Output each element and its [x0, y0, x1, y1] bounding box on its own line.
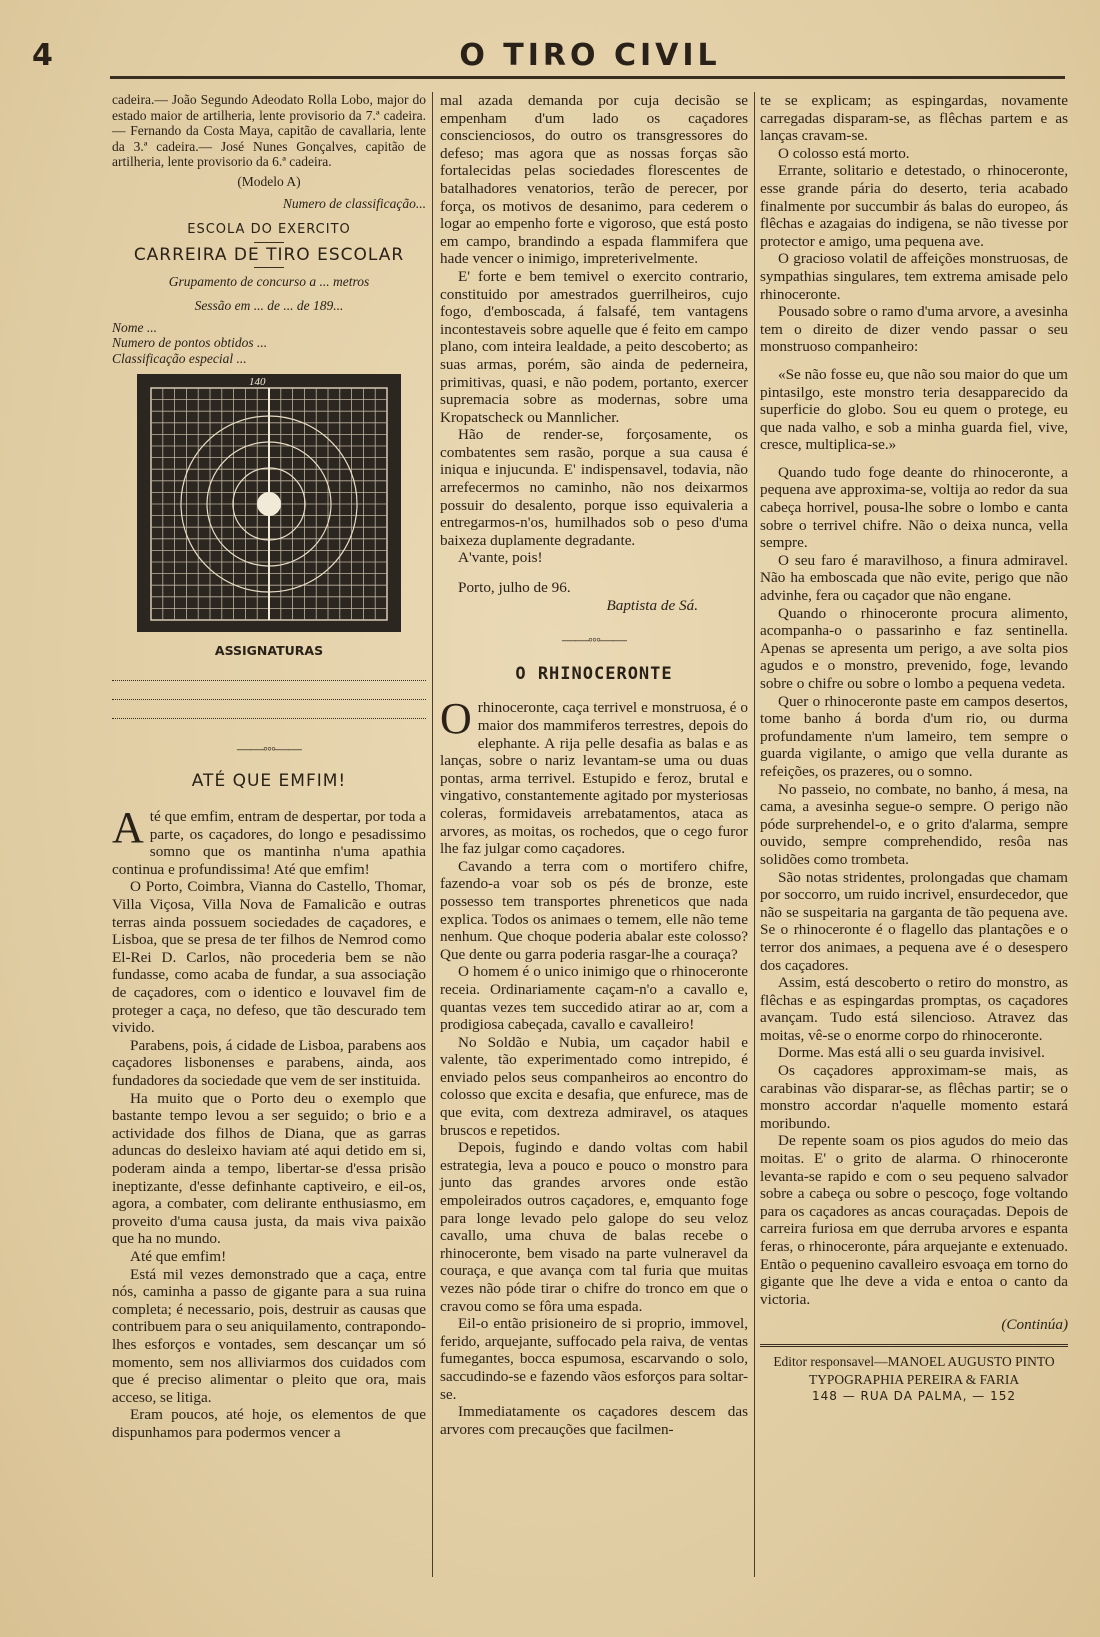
article-paragraph: Quer o rhinoceronte paste em campos desertos, tome banho á borda d'um rio, ou durma profundamente n'um lameiro, tem sempre o guarda vigilante, o amigo que vella durante as refeições, os prazeres, ou o somno.	[760, 692, 1068, 780]
article-paragraph: No passeio, no combate, no banho, á mesa, na cama, a avesinha segue-o sempre. O perigo não póde surprehendel-o, e o grito d'alarma, sempre ouvido, sempre comprehendido, resôa nas solidões como trombeta.	[760, 780, 1068, 868]
dateline: Porto, julho de 96.	[458, 579, 571, 597]
modelo-label: (Modelo A)	[237, 173, 301, 189]
article-paragraph: Immediatamente os caçadores descem das arvores com precauções que facilmen-	[440, 1403, 748, 1438]
article-paragraph: O seu faro é maravilhoso, a finura admiravel. Não ha emboscada que não evite, perigo que não advinhe, fera ou caçador que não engane.	[760, 551, 1068, 605]
flourish-ornament: ——◦◦◦——	[562, 633, 626, 649]
article-paragraph: Hão de render-se, forçosamente, os combatentes sem rasão, porque a sua causa é iniqua e injucunda. E' indispensavel, todavia, não arrefecermos no caminho, não nos deixarmos possuir do desalento, porque isso equivaleria a entregarmos-n'os, humilhados sob o peso d'uma baixeza duplamente degradante.	[440, 426, 748, 549]
article-paragraph: Assim, está descoberto o retiro do monstro, as flêchas e as espingardas promptas, os caçadores avançam. Tudo está silencioso. Atravez das moitas, vê-se o enorme corpo do rhinoceronte.	[760, 974, 1068, 1044]
short-rule	[254, 267, 284, 268]
article-paragraph: Está mil vezes demonstrado que a caça, entre nós, caminha a passo de gigante para a sua ruina completa; é necessario, pois, destruir as causas que contribuem para o seu aniquilamento, contrapondo-lhes esforços e vontades, sem descançar um só momento, sem nos alliviarmos dos cuidados com que é preciso alimentar o pleito que ora, mais acceso, se litiga.	[112, 1265, 426, 1406]
escola-heading: ESCOLA DO EXERCITO	[187, 222, 351, 238]
nome-line: Nome ...	[112, 319, 157, 335]
article-paragraph: Ha muito que o Porto deu o exemplo que bastante tempo levou a ser seguido; o brio e a actividade dos filhos de Diana, que as garras aduncas do desleixo haviam até aqui detido em si, poderam ainda a tempo, libertar-se d'essa prisão ineptizante, d'esse definhante captiveiro, e eil-os, agora, a combater, com delirante enthusiasmo, em proveito d'uma causa justa, da mais viva paixão que ha no mundo.	[112, 1089, 426, 1248]
column-2	[440, 92, 748, 1438]
article-paragraph: Dorme. Mas está alli o seu guarda invisivel.	[778, 1044, 1045, 1062]
column-3	[760, 92, 1068, 1406]
ate-que-emfim-article	[112, 803, 426, 1441]
target-grid-graphic	[137, 374, 401, 632]
article-paragraph: Parabens, pois, á cidade de Lisboa, parabens aos caçadores lisbonenses e parabens, ainda, aos fundadores da sociedade que vem de ser instituida.	[112, 1036, 426, 1089]
article-paragraph: rhinoceronte, caça terrivel e monstruosa, é o maior dos mammiferos terrestres, depois do elephante. A rija pelle desafia as balas e as lanças, sobre o nariz levantam-se uma ou duas pontas, arma terrivel. Estupido e feroz, brutal e vingativo, constantemente agitado por mysteriosas coleras, formidaveis arrebatamentos, ataca as arvores, as moitas, os rochedos, que o cego furor lhe faz julgar como caçadores.	[440, 699, 748, 858]
column-divider-2	[754, 92, 755, 1577]
article-paragraph: No Soldão e Nubia, um caçador habil e valente, tão experimentado como intrepido, é enviado pelos seus companheiros ao encontro do colosso que excita e desafia, que enfurece, mas de que evita, com dextreza admiravel, os ataques bruscos e repetidos.	[440, 1033, 748, 1139]
column-1	[112, 92, 426, 1441]
assignaturas-heading: ASSIGNATURAS	[214, 643, 324, 659]
article-paragraph: São notas stridentes, prolongadas que chamam por soccorro, um ruido incrivel, ensurdecedor, que não se suspeitaria na garganta de tão pequena ave. Se o rhinoceronte é o flagello das plantações e o terror dos animaes, a pequena ave é o desespero dos caçadores.	[760, 868, 1068, 974]
continua-note: (Continúa)	[1001, 1316, 1068, 1334]
article-paragraph: O Porto, Coimbra, Vianna do Castello, Thomar, Villa Viçosa, Villa Nova de Famalicão e outras terras ainda possuem sociedades de caçadores, e Lisboa, que se presa de ter filhos de Nemrod como El-Rei D. Carlos, não procederia bem se não fundasse, como acaba de fundar, a sua associação de caçadores, com o identico e louvavel fim de proteger a caça, no defeso, que tão descurado tem vivido.	[112, 878, 426, 1037]
article-paragraph: Eram poucos, até hoje, os elementos de que dispunhamos para podermos vencer a	[112, 1406, 426, 1441]
article-paragraph: mal azada demanda por cuja decisão se empenham d'um lado os caçadores conscienciosos, do outro os transgressores do defeso; mas agora que as nossas forças são fortalecidas pelas sociedades florescentes de batalhadores venatorios, terão de perecer, por força, os motivos de desanimo, para cederem o logar ao empenho forte e vigoroso, que está posto em campo, brandindo a espada flammifera que hade vencer o inimigo, impreterivelmente.	[440, 92, 748, 268]
pontos-line: Numero de pontos obtidos ...	[112, 335, 268, 351]
article-paragraph: A'vante, pois!	[458, 549, 543, 567]
flourish-ornament: ——◦◦◦——	[237, 741, 301, 757]
article-paragraph: te se explicam; as espingardas, novamente carregadas disparam-se, as flêchas partem e as lanças cravam-se.	[760, 92, 1068, 145]
dropcap: A	[112, 803, 144, 853]
article-paragraph: E' forte e bem temivel o exercito contrario, constituido por amestrados guerrilheiros, cujo fogo, d'emboscada, á falsafé, tem vantagens incontestaveis sobre aquelle que é feito em campo plano, com inteira lealdade, a peito descoberto; as suas armas, porém, são ainda de pederneira, primitivas, quasi, e não podem, portanto, exercer supremacia sobre as modernas, sobre uma Kropatscheck ou Mannlicher.	[440, 267, 748, 426]
article-paragraph: O gracioso volatil de affeições monstruosas, de sympathias singulares, tem extrema amisade pelo rhinoceronte.	[760, 250, 1068, 303]
bird-quote: «Se não fosse eu, que não sou maior do que um pintasilgo, este monstro teria desapparecido da superficie do globo. Sou eu quem o protege, eu que nada valho, e sob a minha guarda fiel, vive, cresce, multiplica-se.»	[760, 365, 1068, 454]
sessao-line: Sessão em ... de ... de 189...	[194, 297, 344, 313]
header-rule	[110, 76, 1065, 79]
article-paragraph: O homem é o unico inimigo que o rhinoceronte receia. Ordinariamente caçam-n'o a cavallo e, quantas vezes tem succedido atirar ao ar, com a prodigiosa cabeçada, cavallo e cavalleiro!	[440, 963, 748, 1034]
column-divider-1	[432, 92, 433, 1577]
address-line: 148 — RUA DA PALMA, — 152	[811, 1389, 1016, 1404]
carreira-heading: CARREIRA DE TIRO ESCOLAR	[133, 244, 405, 265]
signature: Baptista de Sá.	[606, 596, 698, 614]
editor-line: Editor responsavel—MANOEL AUGUSTO PINTO	[773, 1353, 1055, 1369]
dotted-rule	[112, 680, 426, 681]
article-paragraph: Pousado sobre o ramo d'uma arvore, a avesinha tem o direito de dizer vendo passar o seu monstruoso companheiro:	[760, 303, 1068, 356]
grupamento-line: Grupamento de concurso a ... metros	[168, 274, 370, 290]
rhinoceronte-article	[440, 694, 748, 1438]
masthead-title: O TIRO CIVIL	[459, 38, 721, 73]
article-paragraph: O colosso está morto.	[778, 144, 910, 162]
dropcap: O	[440, 694, 472, 744]
page-number: 4	[32, 38, 53, 73]
article-paragraph: Cavando a terra com o mortifero chifre, fazendo-a voar sob os pés de bronze, este possesso tem transportes phreneticos que nada explica. Todos os animaes o temem, elle não teme nenhum. Que choque poderia abalar este colosso? Que dente ou garra poderia rasgar-lhe a couraça?	[440, 857, 748, 963]
article-paragraph: Errante, solitario e detestado, o rhinoceronte, esse grande pária do deserto, teria acabado finalmente por succumbir ás balas do europeo, ás flêchas e azagaias do indigena, se não tivesse por protector e amigo, uma pequena ave.	[760, 162, 1068, 250]
article-paragraph: Os caçadores approximam-se mais, as carabinas vão disparar-se, as flêchas partir; se o monstro accordar n'aquelle momento estará moribundo.	[760, 1062, 1068, 1132]
ate-que-emfim-title: ATÉ QUE EMFIM!	[191, 770, 347, 791]
numero-classificacao: Numero de classificação...	[282, 195, 426, 211]
footer-rule	[760, 1344, 1068, 1347]
article-paragraph: Depois, fugindo e dando voltas com habil estrategia, leva a pouco e pouco o monstro para junto das grandes arvores onde estão empoleirados outros caçadores, e, emquanto foge para longe levado pelo galope do seu veloz cavallo, uma chuva de balas recebe o rhinoceronte, bem visado na parte vulneravel da couraça, e que avança com tal furia que muitas vezes não póde tirar o chifre do tronco em que o cravou como se fôra uma espada.	[440, 1139, 748, 1315]
rhinoceronte-title: O RHINOCERONTE	[515, 663, 673, 684]
article-paragraph: Quando o rhinoceronte procura alimento, acompanha-o o passarinho e faz sentinella. Apenas se apresenta um perigo, a ave solta pios agudos e o monstro, prevenido, foge, levando sobre o chifre ou sobre o lombo a pequena vedeta.	[760, 604, 1068, 692]
article-paragraph: té que emfim, entram de despertar, por toda a parte, os caçadores, do longo e pesadissimo somno que os mantinha n'uma apathia continua e profundissima! Até que emfim!	[112, 808, 426, 878]
classificacao-line: Classificação especial ...	[112, 350, 247, 366]
short-rule	[254, 242, 284, 243]
article-paragraph: Até que emfim!	[130, 1247, 227, 1265]
dotted-rule	[112, 718, 426, 719]
article-paragraph: De repente soam os pios agudos do meio das moitas. E' o grito de alarma. O rhinoceronte levanta-se rapido e com o seu pequeno salvador sobre a cabeça ou sobre o pescoço, foge voltando para os caçadores as ancas couraçadas. Depois de carreira furiosa em que derruba arvores e espanta feras, o rhinoceronte, pára arquejante e extenuado. Então o pequenino cavalleiro esvoaça em torno do gigante que lhe deve a vida e entoa o canto da victoria.	[760, 1132, 1068, 1308]
typographia-line: TYPOGRAPHIA PEREIRA & FARIA	[808, 1371, 1020, 1387]
article-paragraph: Eil-o então prisioneiro de si proprio, immovel, ferido, arquejante, suffocado pela raiva, de ventas fumegantes, bocca espumosa, escarvando o solo, saccudindo-se e fazendo vãos esforços para soltar-se.	[440, 1315, 748, 1403]
intro-paragraph: cadeira.— João Segundo Adeodato Rolla Lobo, major do estado maior de artilheria, lente provisorio da 7.ª cadeira.— Fernando da Costa Maya, capitão de cavallaria, lente da 3.ª cadeira.— José Nunes Gonçalves, capitão de artilheria, lente provisorio da 6.ª cadeira.	[112, 92, 426, 170]
target-label: 140	[249, 376, 266, 389]
shooting-target-image	[137, 374, 401, 632]
dotted-rule	[112, 699, 426, 700]
article-paragraph: Quando tudo foge deante do rhinoceronte, a pequena ave approxima-se, voltija ao redor da sua cabeça horrivel, pousa-lhe sobre o lombo e canta sobre o terrivel chifre. Não o deixa nunca, vella sempre.	[760, 463, 1068, 552]
